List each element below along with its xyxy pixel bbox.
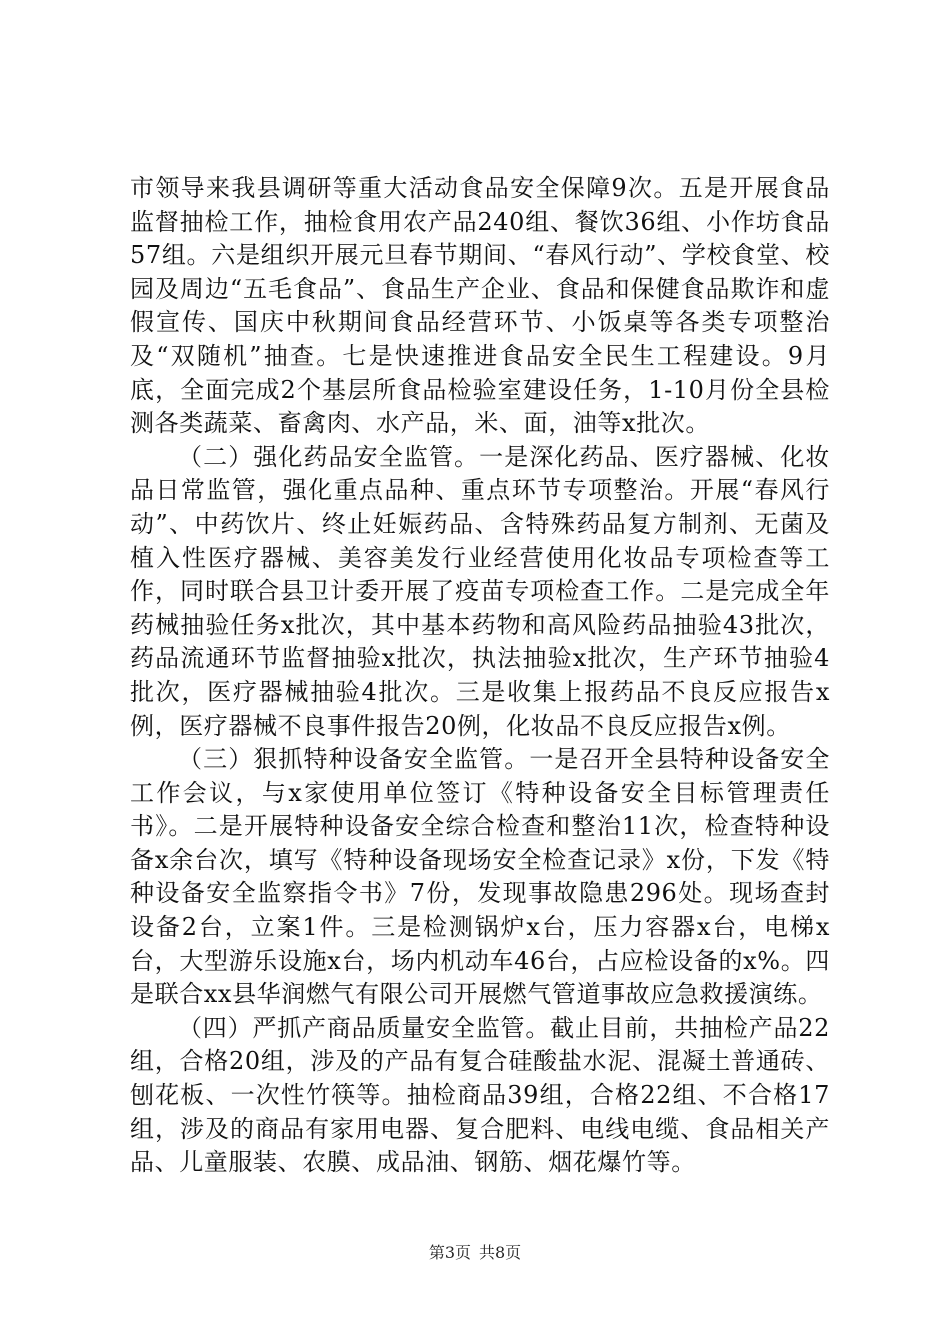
paragraph-drug-safety: （二）强化药品安全监管。一是深化药品、医疗器械、化妆品日常监管，强化重点品种、重点环节专项整治。开展“春风行动”、中药饮片、终止妊娠药品、含特殊药品复方制剂、无菌及植入性医疗器械、美容美发行业经营使用化妆品专项检查等工作，同时联合县卫计委开展了疫苗专项检查工作。二是完成全年药械抽验任务x批次，其中基本药物和高风险药品抽验43批次，药品流通环节监督抽验x批次，执法抽验x批次，生产环节抽验4批次，医疗器械抽验4批次。三是收集上报药品不良反应报告x例，医疗器械不良事件报告20例，化妆品不良反应报告x例。 xyxy=(130,442,830,740)
paragraph-food-safety-continued: 市领导来我县调研等重大活动食品安全保障9次。五是开展食品监督抽检工作，抽检食用农产品240组、餐饮36组、小作坊食品57组。六是组织开展元旦春节期间、“春风行动”、学校食堂、校园及周边“五毛食品”、食品生产企业、食品和保健食品欺诈和虚假宣传、国庆中秋期间食品经营环节、小饭桌等各类专项整治及“双随机”抽查。七是快速推进食品安全民生工程建设。9月底，全面完成2个基层所食品检验室建设任务，1-10月份全县检测各类蔬菜、畜禽肉、水产品，米、面，油等x批次。 xyxy=(130,174,830,438)
paragraph-special-equipment: （三）狠抓特种设备安全监管。一是召开全县特种设备安全工作会议，与x家使用单位签订《特种设备安全目标管理责任书》。二是开展特种设备安全综合检查和整治11次，检查特种设备x余台次，填写《特种设备现场安全检查记录》x份，下发《特种设备安全监察指令书》7份，发现事故隐患296处。现场查封设备2台，立案1件。三是检测锅炉x台，压力容器x台，电梯x台，大型游乐设施x台，场内机动车46台，占应检设备的x%。四是联合xx县华润燃气有限公司开展燃气管道事故应急救援演练。 xyxy=(130,745,830,1009)
page-footer xyxy=(0,1240,950,1263)
document-body xyxy=(130,172,830,1180)
paragraph-product-quality: （四）严抓产商品质量安全监管。截止目前，共抽检产品22组，合格20组，涉及的产品有复合硅酸盐水泥、混凝土普通砖、刨花板、一次性竹筷等。抽检商品39组，合格22组、不合格17组，涉及的商品有家用电器、复合肥料、电线电缆、食品相关产品、儿童服装、农膜、成品油、钢筋、烟花爆竹等。 xyxy=(130,1013,830,1177)
page-total: 共8页 xyxy=(479,1243,522,1262)
page-number: 第3页 xyxy=(428,1243,471,1262)
